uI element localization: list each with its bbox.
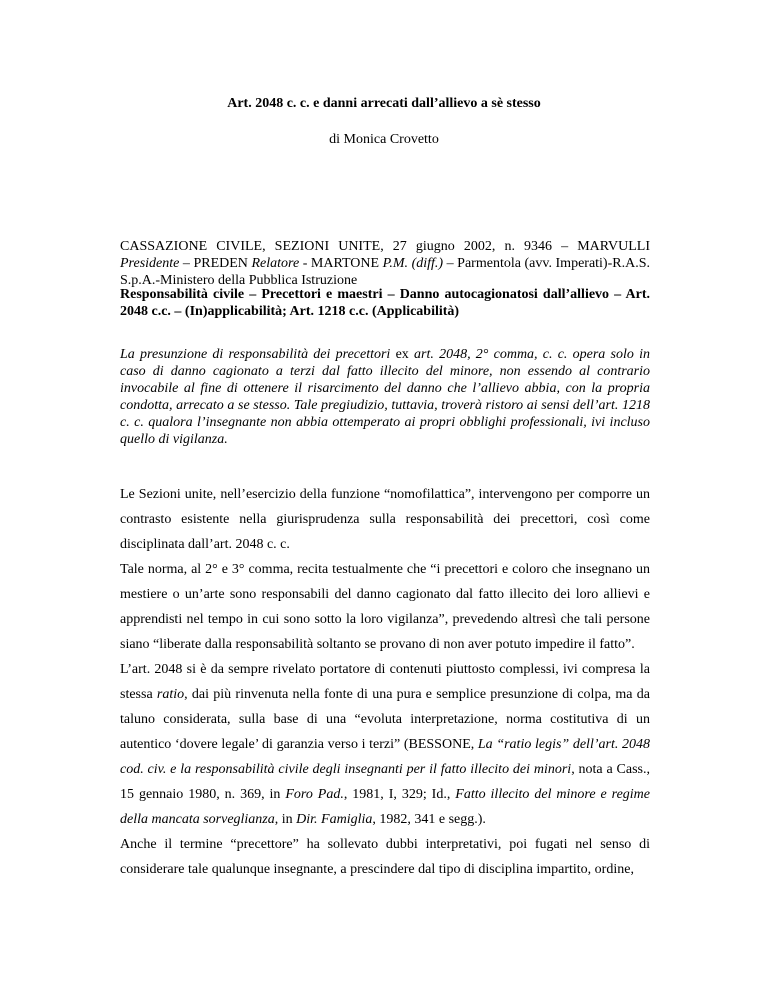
p3-text-d: , 1981, I, 329; Id.,	[343, 787, 456, 802]
p3-journal-1: Foro Pad.	[285, 787, 344, 802]
abstract-part-1: La presunzione di responsabilità dei precettori	[120, 347, 396, 362]
p3-journal-2: Dir. Famiglia	[296, 812, 373, 827]
article-author: di Monica Crovetto	[329, 132, 439, 147]
p3-text-c: , nota a Cass., 15 gennaio 1980, n. 369, in	[120, 762, 650, 802]
body-paragraph-3	[120, 657, 650, 832]
citation-pm: - MARTONE	[299, 256, 383, 271]
p3-text-a: L’art. 2048 si è da sempre rivelato portatore di contenuti piuttosto complessi, ivi compresa la stessa	[120, 662, 650, 702]
p3-text-f: , 1982, 341 e segg.).	[372, 812, 486, 827]
p3-work-title-1: La “ratio legis” dell’art. 2048 cod. civ. e la responsabilità civile degli insegnanti per il fatto illecito dei minori	[120, 737, 650, 777]
abstract-ex: ex	[395, 347, 409, 362]
citation-role-pm: P.M. (diff.)	[382, 256, 444, 271]
body-paragraph-2: Tale norma, al 2° e 3° comma, recita testualmente che “i precettori e coloro che insegnano un mestiere o un’arte sono responsabili del danno cagionato dal fatto illecito dei loro allievi e apprendisti nel tempo in cui sono sotto la loro vigilanza”, prevedendo altresì che tali persone siano “liberate dalla responsabilità soltanto se provano di non aver potuto impedire il fatto”.	[120, 562, 650, 652]
p3-work-title-2: Fatto illecito del minore e regime della mancata sorveglianza	[120, 787, 650, 827]
citation-parties: – Parmentola (avv. Imperati)-R.A.S. S.p.A.-Ministero della Pubblica Istruzione	[120, 256, 650, 288]
body-paragraph-4: Anche il termine “precettore” ha sollevato dubbi interpretativi, poi fugati nel senso di considerare tale qualunque insegnante, a prescindere dal tipo di disciplina impartito, ordine,	[120, 837, 650, 877]
case-citation	[120, 238, 650, 289]
article-body	[120, 482, 650, 882]
article-title: Art. 2048 c. c. e danni arrecati dall’allievo a sè stesso	[227, 96, 541, 111]
p3-ratio: ratio	[156, 687, 185, 702]
keywords-heading: Responsabilità civile – Precettori e maestri – Danno autocagionatosi dall’allievo – Art. 2048 c.c. – (In)applicabilità; Art. 1218 c.c. (Applicabilità)	[120, 287, 650, 319]
citation-reporter: – PREDEN	[179, 256, 252, 271]
body-paragraph-1: Le Sezioni unite, nell’esercizio della funzione “nomofilattica”, intervengono per comporre un contrasto esistente nella giurisprudenza sulla responsabilità dei precettori, così come disciplinata dall’art. 2048 c. c.	[120, 487, 650, 552]
citation-role-reporter: Relatore	[251, 256, 300, 271]
abstract-part-2: art. 2048, 2° comma, c. c. opera solo in caso di danno cagionato a terzi dal fatto illecito del minore, non essendo al contrario invocabile al fine di ottenere il risarcimento del danno che l’allievo abbia, con la propria condotta, arrecato a se stesso. Tale pregiudizio, tuttavia, troverà ristoro ai sensi dell’art. 1218 c. c. qualora l’insegnante non abbia ottemperato ai propri obblighi professionali, ivi incluso quello di vigilanza.	[120, 347, 650, 447]
citation-court: CASSAZIONE CIVILE, SEZIONI UNITE, 27 giugno 2002, n. 9346 – MARVULLI	[120, 239, 650, 254]
case-abstract	[120, 346, 650, 448]
citation-role-president: Presidente	[120, 256, 180, 271]
p3-text-e: , in	[274, 812, 297, 827]
p3-text-b: , dai più rinvenuta nella fonte di una pura e semplice presunzione di colpa, ma da taluno considerata, sulla base di una “evoluta interpretazione, norma costitutiva di un autentico ‘dovere legale’ di garanzia verso i terzi” (BESSONE,	[120, 687, 650, 752]
